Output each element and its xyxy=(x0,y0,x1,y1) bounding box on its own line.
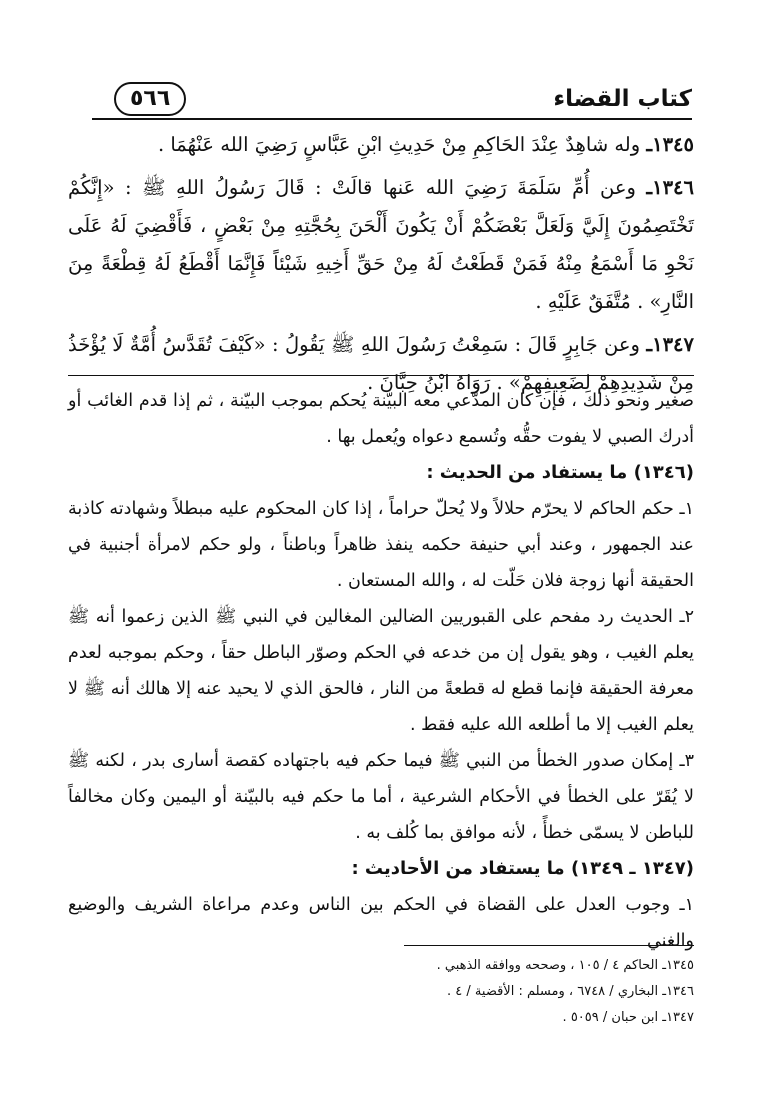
hadith-section xyxy=(68,126,694,407)
hadith-number: ١٣٤٧ـ xyxy=(646,333,695,356)
section-divider xyxy=(68,375,694,376)
hadith-text: وعن أُمِّ سَلَمَةَ رَضِيَ الله عَنها قالَتْ : قَالَ رَسُولُ اللهِ ﷺ : «إِنَّكُمْ تَخْتَصِمُونَ إِلَيَّ وَلَعَلَّ بَعْضَكُمْ أَنْ يَكُونَ أَلْحَنَ بِحُجَّتِهِ مِنْ بَعْضٍ ، فَأَقْضِيَ لَهُ عَلَى نَحْوِ مَا أَسْمَعُ مِنْهُ فَمَنْ قَطَعْتُ لَهُ مِنْ حَقِّ أَخِيهِ شَيْئاً فَإِنَّمَا أَقْطَعُ لَهُ قِطْعَةً مِنَ النَّارِ» . مُتَّفَقٌ عَلَيْهِ . xyxy=(68,176,694,313)
footnote: ١٣٤٥ـ الحاكم ٤ / ١٠٥ ، وصححه ووافقه الذهبي . xyxy=(436,958,694,973)
commentary-intro: صغير ونحو ذلك ، فإن كان المدّعي معه البيّنة يُحكم بموجب البيّنة ، ثم إذا قدم الغائب أو أدرك الصبي لا يفوت حقُّه وتُسمع دعواه ويُعمل بها . xyxy=(68,391,694,447)
chapter-title: كتاب القضاء xyxy=(553,86,692,112)
commentary-section xyxy=(68,383,694,959)
hadith-text: وعن جَابِرٍ قَالَ : سَمِعْتُ رَسُولَ اللهِ ﷺ يَقُولُ : «كَيْفَ تُقَدَّسُ أُمَّةٌ لَا يُؤْخَذُ مِنْ شَدِيدِهِمْ لِضَعِيفِهِمْ» . رَوَاهُ ابْنُ حِبَّانَ . xyxy=(68,333,694,394)
footnote-divider xyxy=(404,945,694,946)
hadith-text: وله شاهِدٌ عِنْدَ الحَاكِمِ مِنْ حَدِيثِ ابْنِ عَبَّاسٍ رَضِيَ الله عَنْهُمَا . xyxy=(157,133,641,156)
header-divider xyxy=(92,118,692,120)
benefits-heading-1347-1349: (١٣٤٧ ـ ١٣٤٩) ما يستفاد من الأحاديث : xyxy=(351,858,694,879)
benefit-point: ١ـ وجوب العدل على القضاة في الحكم بين الناس وعدم مراعاة الشريف والوضيع والغني xyxy=(68,895,694,951)
page-header xyxy=(92,82,692,120)
benefit-point: ١ـ حكم الحاكم لا يحرّم حلالاً ولا يُحلّ حراماً ، إذا كان المحكوم عليه مبطلاً وشهادته كاذبة عند الجمهور ، وعند أبي حنيفة حكمه ينفذ ظاهراً وباطناً ، ولو حكم لامرأة أجنبية في الحقيقة أنها زوجة فلان حَلّت له ، والله المستعان . xyxy=(68,499,694,591)
footnote: ١٣٤٦ـ البخاري / ٦٧٤٨ ، ومسلم : الأقضية / ٤ . xyxy=(447,984,694,999)
benefits-heading-1346: (١٣٤٦) ما يستفاد من الحديث : xyxy=(426,462,694,483)
hadith-number: ١٣٤٦ـ xyxy=(646,176,694,199)
hadith-number: ١٣٤٥ـ xyxy=(646,133,694,156)
hadith-1345 xyxy=(68,126,694,164)
footnote: ١٣٤٧ـ ابن حبان / ٥٠٥٩ . xyxy=(562,1010,694,1025)
footnotes xyxy=(68,953,694,1031)
page-number: ٥٦٦ xyxy=(114,82,186,116)
benefit-point: ٣ـ إمكان صدور الخطأ من النبي ﷺ فيما حكم فيه باجتهاده كقصة أسارى بدر ، لكنه ﷺ لا يُقَرّ على الخطأ في الأحكام الشرعية ، أما ما حكم فيه بالبيّنة أو اليمين وكان مخالفاً للباطن لا يسمّى خطأً ، لأنه موافق بما كُلف به . xyxy=(68,751,694,843)
hadith-1346 xyxy=(68,169,694,321)
benefit-point: ٢ـ الحديث رد مفحم على القبوريين الضالين المغالين في النبي ﷺ الذين زعموا أنه ﷺ يعلم الغيب ، وهو يقول إن من خدعه في الحكم وصوّر الباطل حقاً ، وحكم بموجبه لعدم معرفة الحقيقة فإنما قطع له قطعةً من النار ، فالحق الذي لا يحيد عنه إلا هالك أنه ﷺ لا يعلم الغيب إلا ما أطلعه الله عليه فقط . xyxy=(68,607,694,735)
